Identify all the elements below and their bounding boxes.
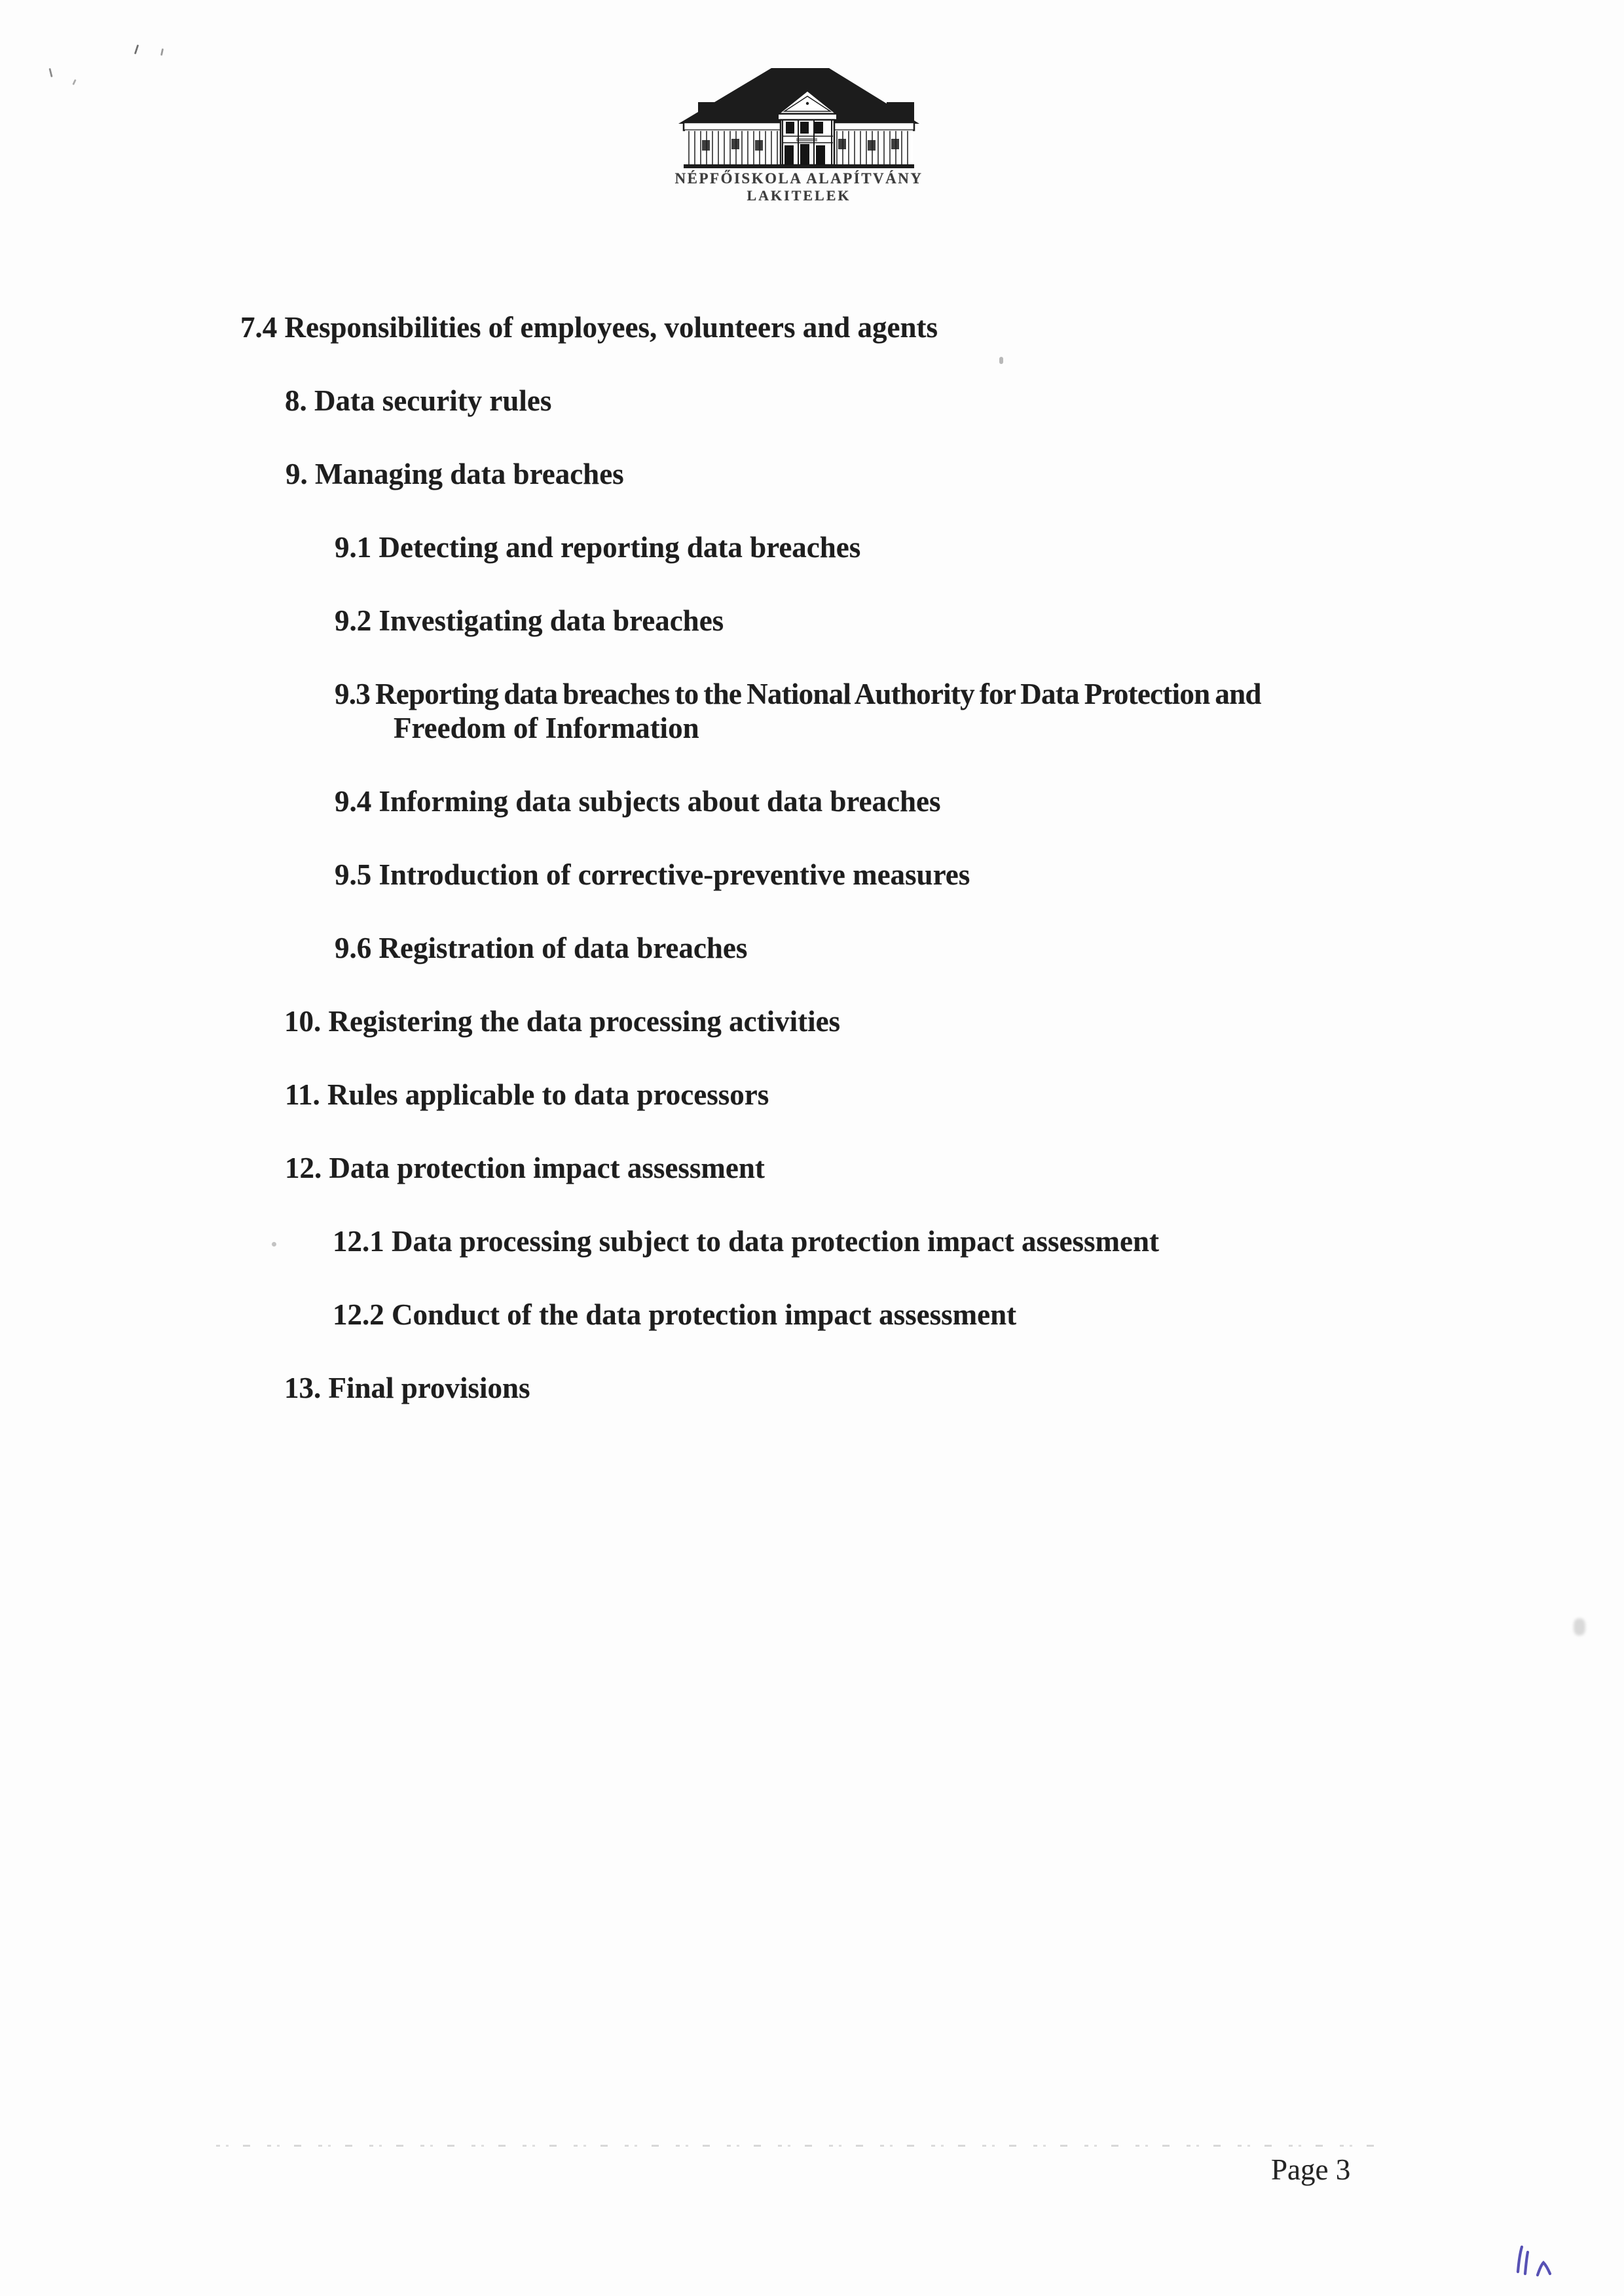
scan-artifact xyxy=(72,79,77,85)
toc-item-9-1: 9.1 Detecting and reporting data breaches xyxy=(335,531,861,564)
toc-item-9-4: 9.4 Informing data subjects about data breaches xyxy=(335,785,941,818)
scan-artifact xyxy=(999,357,1003,364)
scan-artifact xyxy=(160,48,164,56)
toc-item-13: 13. Final provisions xyxy=(284,1372,530,1404)
toc-item-10: 10. Registering the data processing activities xyxy=(284,1005,841,1038)
toc-item-9-3 xyxy=(335,677,1373,745)
scan-dashed-line-artifact xyxy=(216,2145,1375,2147)
toc-item-8: 8. Data security rules xyxy=(285,384,552,417)
page-number: Page 3 xyxy=(1271,2153,1351,2186)
toc-item-9-5: 9.5 Introduction of corrective-preventive measures xyxy=(335,858,970,891)
logo-org-location: LAKITELEK xyxy=(747,187,851,204)
toc-item-11: 11. Rules applicable to data processors xyxy=(285,1078,769,1111)
toc-item-9: 9. Managing data breaches xyxy=(286,458,624,490)
toc-item-9-2: 9.2 Investigating data breaches xyxy=(335,604,724,637)
toc-item-12-1: 12.1 Data processing subject to data protection impact assessment xyxy=(333,1225,1159,1258)
toc-item-12: 12. Data protection impact assessment xyxy=(285,1152,765,1184)
building-icon xyxy=(674,59,923,170)
scan-artifact xyxy=(48,68,52,77)
handwritten-ink-mark-icon xyxy=(1506,2239,1559,2280)
logo-org-name: NÉPFŐISKOLA ALAPÍTVÁNY xyxy=(674,170,923,187)
toc-item-7-4: 7.4 Responsibilities of employees, volunteers and agents xyxy=(240,311,938,344)
scan-artifact xyxy=(1574,1618,1585,1635)
toc-item-9-3-line1: 9.3 Reporting data breaches to the National Authority for Data Protection and xyxy=(335,678,1261,710)
toc-item-12-2: 12.2 Conduct of the data protection impact assessment xyxy=(333,1298,1017,1331)
toc-item-9-3-line2: Freedom of Information xyxy=(394,712,699,744)
scan-artifact xyxy=(134,45,139,54)
scan-artifact xyxy=(272,1242,276,1247)
toc-item-9-6: 9.6 Registration of data breaches xyxy=(335,932,748,964)
organization-logo xyxy=(674,59,923,213)
